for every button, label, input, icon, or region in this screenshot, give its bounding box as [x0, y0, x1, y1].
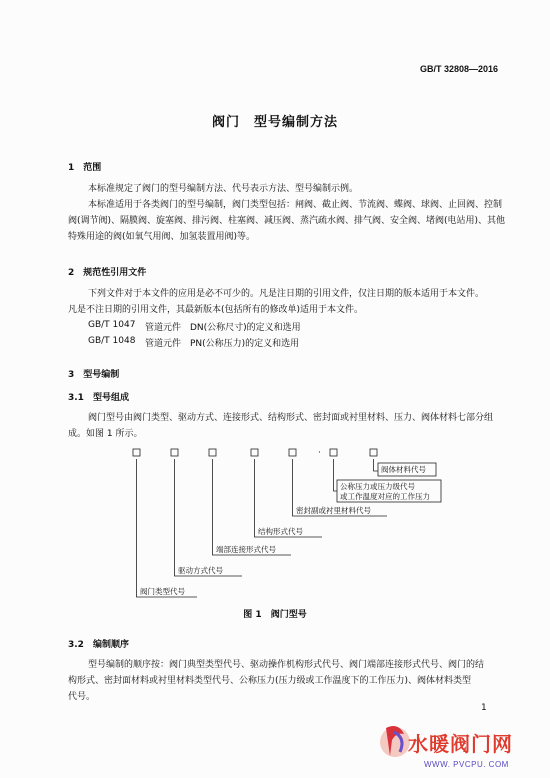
leader-line	[175, 459, 243, 576]
code-box	[370, 449, 377, 456]
watermark-url: WWW. PVCPU. COM	[424, 760, 509, 769]
section-1-paragraph-2-line-3: 特殊用途的阀(如氧气用阀、加氢装置用阀)等。	[68, 232, 256, 242]
section-3-1-heading: 3.1 型号组成	[68, 393, 129, 403]
end-connection-label: 端部连接形式代号	[216, 545, 276, 554]
section-3-2-heading: 3.2 编制顺序	[68, 640, 129, 650]
leader-line	[213, 459, 292, 555]
leader-line	[255, 459, 323, 537]
section-3-1-paragraph-line-1: 阀门型号由阀门类型、驱动方式、连接形式、结构形式、密封面或衬里材料、压力、阀体材料七部分组	[88, 413, 494, 423]
leader-line	[334, 459, 338, 491]
code-box	[171, 449, 178, 456]
reference-code: GB/T 1048	[88, 336, 136, 346]
separator-dot: ·	[318, 448, 321, 458]
section-3-1-paragraph-line-2: 成。如图 1 所示。	[68, 429, 143, 439]
leader-line	[374, 459, 379, 471]
structure-label: 结构形式代号	[258, 527, 303, 536]
section-3-2-paragraph-line-3: 代号。	[68, 692, 96, 702]
section-1-paragraph-2-line-1: 本标准适用于各类阀门的型号编制，阀门类型包括：闸阀、截止阀、节流阀、蝶阀、球阀、止回阀、控制	[88, 200, 503, 210]
code-box	[330, 449, 337, 456]
body-material-label: 阀体材料代号	[381, 465, 426, 474]
page-number: 1	[481, 703, 487, 713]
drive-label: 驱动方式代号	[178, 566, 223, 575]
section-1-paragraph-1: 本标准规定了阀门的型号编制方法、代号表示方法、型号编制示例。	[88, 184, 359, 194]
code-box	[251, 449, 258, 456]
standard-number: GB/T 32808—2016	[419, 64, 498, 74]
section-3-heading: 3 型号编制	[68, 370, 120, 380]
reference-code: GB/T 1047	[88, 320, 136, 330]
pressure-label-line-1: 公称压力或压力级代号	[340, 482, 415, 491]
section-2-paragraph-line-2: 凡是不注日期的引用文件，其最新版本(包括所有的修改单)适用于本文件。	[68, 305, 364, 315]
section-3-2-paragraph-line-1: 型号编制的顺序按：阀门典型类型代号、驱动操作机构形式代号、阀门端部连接形式代号、阀门的结	[88, 660, 485, 670]
section-2-heading: 2 规范性引用文件	[68, 268, 147, 278]
code-box	[289, 449, 296, 456]
pressure-label-line-2: 或工作温度对应的工作压力	[340, 492, 430, 501]
code-box	[133, 449, 140, 456]
code-box	[209, 449, 216, 456]
watermark-text: 水暖阀门网	[408, 732, 513, 756]
section-1-heading: 1 范围	[68, 163, 102, 173]
section-1-paragraph-2-line-2: 阀(调节阀)、隔膜阀、旋塞阀、排污阀、柱塞阀、减压阀、蒸汽疏水阀、排气阀、安全阀、堵阀(电站用)、其他	[68, 216, 506, 226]
valve-type-label: 阀门类型代号	[140, 587, 185, 596]
watermark-logo-icon	[378, 720, 412, 760]
section-3-2-paragraph-line-2: 构形式、密封面材料或衬里材料类型代号、公称压力(压力级或工作温度下的工作压力)、阀体材料类型	[68, 676, 472, 686]
figure-caption: 图 1 阀门型号	[243, 610, 307, 620]
seal-material-label: 密封副或衬里材料代号	[296, 506, 371, 515]
document-title: 阀门 型号编制方法	[211, 115, 338, 130]
reference-name: 管道元件 PN(公称压力)的定义和选用	[145, 339, 300, 349]
section-2-paragraph-line-1: 下列文件对于本文件的应用是必不可少的。凡是注日期的引用文件，仅注日期的版本适用于本文件。	[88, 289, 485, 299]
reference-name: 管道元件 DN(公称尺寸)的定义和选用	[145, 323, 301, 333]
